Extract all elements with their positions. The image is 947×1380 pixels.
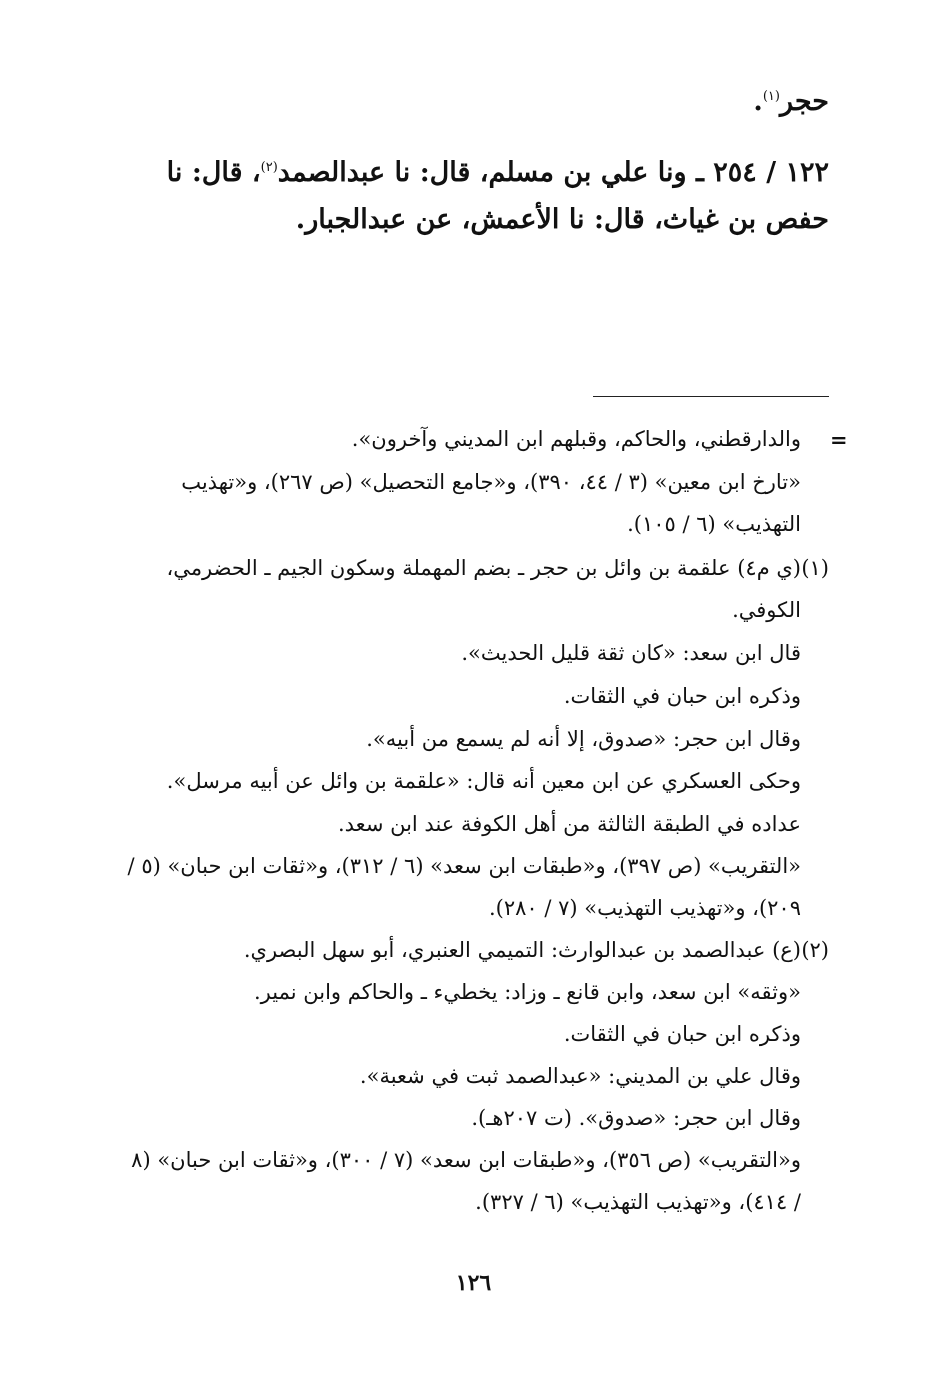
main-line-1	[753, 86, 829, 117]
footnote-cont-line-3: التهذيب» (٦ / ١٠٥).	[627, 512, 801, 536]
footnote-1-line-9: ٢٠٩)، و«تهذيب التهذيب» (٧ / ٢٨٠).	[488, 896, 801, 920]
main-line-2-end: ، قال: نا	[166, 157, 261, 188]
footnote-2-line-5: وقال ابن حجر: «صدوق». (ت ٢٠٧هـ).	[471, 1106, 801, 1130]
main-line-2-text: ١٢٢ / ٢٥٤ ـ ونا علي بن مسلم، قال: نا عبدالصمد	[277, 157, 829, 188]
footnote-1-line-1: (ي م٤) علقمة بن وائل بن حجر ـ بضم المهملة وسكون الجيم ـ الحضرمي،	[166, 556, 801, 580]
main-line-1-text: حجر	[779, 86, 829, 117]
footnote-1-label: (١)	[801, 556, 829, 580]
continuation-mark: =	[830, 427, 848, 452]
footnote-1-line-4: وذكره ابن حبان في الثقات.	[563, 684, 801, 708]
main-line-2	[112, 157, 829, 188]
footnote-1-line-3: قال ابن سعد: «كان ثقة قليل الحديث».	[461, 641, 801, 665]
footnote-1-line-8: «التقريب» (ص ٣٩٧)، و«طبقات ابن سعد» (٦ / ٣١٢)، و«ثقات ابن حبان» (٥ /	[127, 854, 801, 878]
footnote-ref-2: (٢)	[260, 160, 278, 175]
footnote-ref-1: (١)	[762, 89, 780, 104]
footnote-2-line-4: وقال علي بن المديني: «عبدالصمد ثبت في شعبة».	[359, 1064, 801, 1088]
footnote-2-line-1: (ع) عبدالصمد بن عبدالوارث: التميمي العنبري، أبو سهل البصري.	[243, 938, 801, 962]
page-number: ١٢٦	[455, 1270, 492, 1296]
footnote-2-line-3: وذكره ابن حبان في الثقات.	[563, 1022, 801, 1046]
footnote-1-line-6: وحكى العسكري عن ابن معين أنه قال: «علقمة بن وائل عن أبيه مرسل».	[166, 769, 801, 793]
footnote-1-line-5: وقال ابن حجر: «صدوق، إلا أنه لم يسمع من أبيه».	[366, 727, 801, 751]
main-line-3: حفص بن غياث، قال: نا الأعمش، عن عبدالجبار.	[295, 204, 829, 235]
footnote-2-line-6: و«التقريب» (ص ٣٥٦)، و«طبقات ابن سعد» (٧ / ٣٠٠)، و«ثقات ابن حبان» (٨	[131, 1148, 801, 1172]
footnote-1-line-7: عداده في الطبقة الثالثة من أهل الكوفة عند ابن سعد.	[337, 812, 801, 836]
footnote-2-line-2: «وثقه» ابن سعد، وابن قانع ـ وزاد: يخطيء ـ والحاكم وابن نمير.	[254, 980, 801, 1004]
footnote-1-line-2: الكوفي.	[732, 598, 801, 622]
main-line-1-end: .	[753, 86, 763, 117]
footnote-2-label: (٢)	[801, 938, 829, 962]
footnote-separator	[593, 396, 829, 397]
footnote-cont-line-2: «تارخ ابن معين» (٣ / ٤٤، ٣٩٠)، و«جامع التحصيل» (ص ٢٦٧)، و«تهذيب	[181, 470, 801, 494]
footnote-2-line-7: / ٤١٤)، و«تهذيب التهذيب» (٦ / ٣٢٧).	[475, 1190, 801, 1214]
footnote-cont-line-1: والدارقطني، والحاكم، وقبلهم ابن المديني وآخرون».	[351, 427, 801, 451]
